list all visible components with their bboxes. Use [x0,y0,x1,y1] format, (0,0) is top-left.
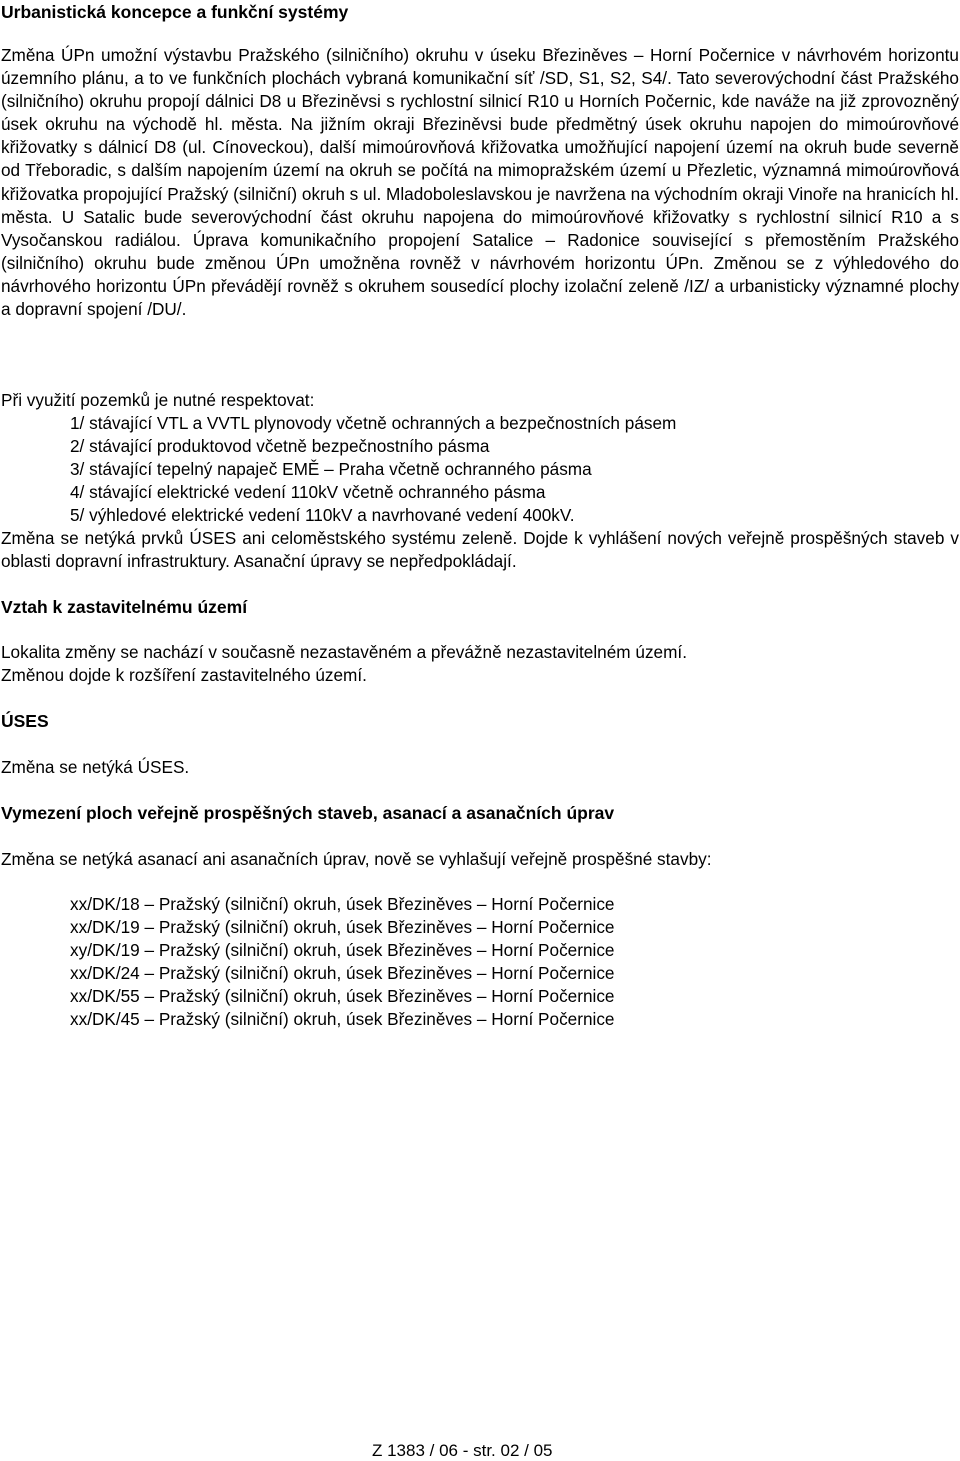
public-works-item: xy/DK/19 – Pražský (silniční) okruh, úsek Březiněves – Horní Počernice [70,940,615,960]
respect-intro: Při využití pozemků je nutné respektovat: [1,390,315,410]
urbanism-paragraph: Změna ÚPn umožní výstavbu Pražského (silničního) okruhu v úseku Březiněves – Horní Počernice v návrhovém horizontu územního plánu, a to ve funkčních plochách vybraná komunikační síť /SD, S1, S2, S4/. Tato severovýchodní část Pražského (silničního) okruhu propojí dálnici D8 u Březiněvsi s rychlostní silnicí R10 u Horních Počernic, kde naváže na již zprovozněný úsek okruhu na východě hl. města. Na jižním okraji Březiněvsi bude předmětný úsek okruhu napojen do mimoúrovňové křižovatky s dálnicí D8 (ul. Cínoveckou), další mimoúrovňová křižovatka umožňující napojení území na okruh bude severně od Třeboradic, s dalším napojením území na okruh se počítá na mimopražském území u Přezletic, významná mimoúrovňová křižovatka propojující Pražský (silniční) okruh s ul. Mladoboleslavskou je navržena na východním okraji Vinoře na hranicích hl. města. U Satalic bude severovýchodní část okruhu napojena do mimoúrovňové křižovatky s rychlostní silnicí R10 a s Vysočanskou radiálou. Úprava komunikačního propojení Satalice – Radonice související s přemostěním Pražského (silničního) okruhu bude změnou ÚPn umožněna rovněž v návrhovém horizontu ÚPn. Změnou se z výhledového do návrhového horizontu ÚPn převádějí rovněž s okruhem sousedící plochy izolační zeleně /IZ/ a urbanisticky významné plochy a dopravní spojení /DU/. [1,45,959,320]
respect-item: 2/ stávající produktovod včetně bezpečnostního pásma [70,436,490,456]
public-works-item: xx/DK/55 – Pražský (silniční) okruh, úsek Březiněves – Horní Počernice [70,986,615,1006]
public-works-item: xx/DK/24 – Pražský (silniční) okruh, úsek Březiněves – Horní Počernice [70,963,615,983]
built-area-text [1,641,959,687]
respect-list [70,412,676,527]
urbanism-closing: Změna se netýká prvků ÚSES ani celoměstského systému zeleně. Dojde k vyhlášení nových veřejně prospěšných staveb v oblasti dopravní infrastruktury. Asanační úpravy se nepředpokládají. [1,528,959,572]
page-footer: Z 1383 / 06 - str. 02 / 05 [372,1441,553,1460]
public-works-list [70,893,615,1031]
uses-text: Změna se netýká ÚSES. [1,757,190,777]
heading-urbanism: Urbanistická koncepce a funkční systémy [1,2,349,22]
respect-item: 4/ stávající elektrické vedení 110kV včetně ochranného pásma [70,482,546,502]
heading-built-area: Vztah k zastavitelnému území [1,597,248,617]
public-works-item: xx/DK/19 – Pražský (silniční) okruh, úsek Březiněves – Horní Počernice [70,917,615,937]
public-works-item: xx/DK/45 – Pražský (silniční) okruh, úsek Březiněves – Horní Počernice [70,1009,615,1029]
heading-uses: ÚSES [1,711,49,731]
public-works-item: xx/DK/18 – Pražský (silniční) okruh, úsek Březiněves – Horní Počernice [70,894,615,914]
built-area-line: Změnou dojde k rozšíření zastavitelného území. [1,665,367,686]
public-works-intro: Změna se netýká asanací ani asanačních úprav, nově se vyhlašují veřejně prospěšné stavby: [1,849,712,869]
respect-item: 1/ stávající VTL a VVTL plynovody včetně ochranných a bezpečnostních pásem [70,413,677,433]
respect-item: 3/ stávající tepelný napaječ EMĚ – Praha včetně ochranného pásma [70,459,592,479]
respect-item: 5/ výhledové elektrické vedení 110kV a navrhované vedení 400kV. [70,505,575,525]
built-area-line: Lokalita změny se nachází v současně nezastavěném a převážně nezastavitelném území. [1,642,687,662]
heading-public-works: Vymezení ploch veřejně prospěšných staveb, asanací a asanačních úprav [1,803,615,823]
